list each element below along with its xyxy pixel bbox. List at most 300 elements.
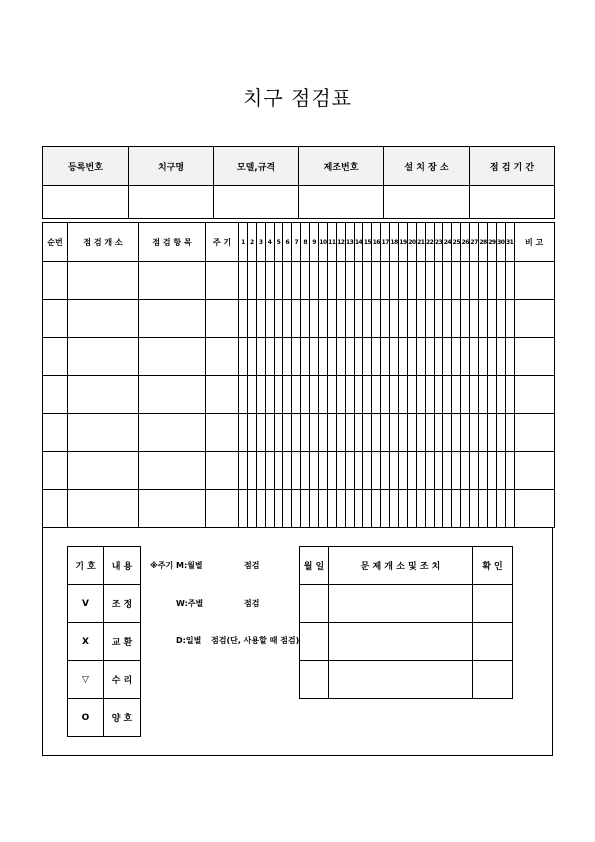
day-check-cell[interactable] [345, 414, 354, 452]
day-check-cell[interactable] [363, 300, 372, 338]
no-cell[interactable] [43, 376, 68, 414]
day-check-cell[interactable] [399, 300, 408, 338]
day-check-cell[interactable] [470, 300, 479, 338]
day-check-cell[interactable] [461, 262, 470, 300]
jig-name-field[interactable] [129, 186, 214, 219]
day-check-cell[interactable] [292, 262, 301, 300]
day-check-cell[interactable] [452, 490, 461, 528]
location-cell[interactable] [68, 376, 139, 414]
day-check-cell[interactable] [327, 338, 336, 376]
day-check-cell[interactable] [496, 376, 505, 414]
cycle-cell[interactable] [206, 300, 239, 338]
day-header: 16 [372, 223, 381, 262]
day-check-cell[interactable] [274, 452, 283, 490]
day-check-cell[interactable] [345, 338, 354, 376]
day-check-cell[interactable] [310, 414, 319, 452]
symbol-legend-table [67, 546, 141, 737]
cycle-cell[interactable] [206, 376, 239, 414]
day-check-cell[interactable] [265, 300, 274, 338]
day-header: 17 [381, 223, 390, 262]
day-check-cell[interactable] [327, 300, 336, 338]
day-check-cell[interactable] [479, 376, 488, 414]
day-check-cell[interactable] [416, 338, 425, 376]
day-check-cell[interactable] [363, 338, 372, 376]
issues-date-cell[interactable] [300, 623, 329, 661]
item-cell[interactable] [139, 414, 206, 452]
day-check-cell[interactable] [345, 452, 354, 490]
day-check-cell[interactable] [505, 452, 514, 490]
day-header: 4 [265, 223, 274, 262]
inspection-row [43, 376, 555, 414]
day-check-cell[interactable] [274, 490, 283, 528]
item-cell[interactable] [139, 452, 206, 490]
day-header: 27 [470, 223, 479, 262]
day-check-cell[interactable] [327, 376, 336, 414]
day-check-cell[interactable] [487, 452, 496, 490]
day-check-cell[interactable] [470, 490, 479, 528]
day-check-cell[interactable] [461, 300, 470, 338]
day-check-cell[interactable] [505, 262, 514, 300]
day-check-cell[interactable] [390, 262, 399, 300]
issues-date-cell[interactable] [300, 661, 329, 699]
day-check-cell[interactable] [363, 414, 372, 452]
remark-cell[interactable] [514, 338, 554, 376]
day-check-cell[interactable] [283, 262, 292, 300]
day-check-cell[interactable] [381, 262, 390, 300]
day-check-cell[interactable] [319, 452, 328, 490]
day-check-cell[interactable] [452, 338, 461, 376]
day-check-cell[interactable] [381, 490, 390, 528]
day-header: 18 [390, 223, 399, 262]
item-header: 점 검 항 목 [139, 223, 206, 262]
day-check-cell[interactable] [407, 300, 416, 338]
day-check-cell[interactable] [372, 452, 381, 490]
day-check-cell[interactable] [487, 300, 496, 338]
day-check-cell[interactable] [416, 414, 425, 452]
day-check-cell[interactable] [265, 262, 274, 300]
day-check-cell[interactable] [265, 414, 274, 452]
day-check-cell[interactable] [381, 376, 390, 414]
day-check-cell[interactable] [452, 376, 461, 414]
item-cell[interactable] [139, 490, 206, 528]
day-check-cell[interactable] [319, 376, 328, 414]
day-check-cell[interactable] [487, 414, 496, 452]
day-check-cell[interactable] [443, 414, 452, 452]
day-check-cell[interactable] [399, 376, 408, 414]
day-check-cell[interactable] [336, 414, 345, 452]
location-cell[interactable] [68, 300, 139, 338]
inspection-row [43, 414, 555, 452]
day-check-cell[interactable] [265, 376, 274, 414]
day-check-cell[interactable] [407, 414, 416, 452]
remark-cell[interactable] [514, 376, 554, 414]
cycle-note-daily-desc: 점검(단, 사용할 때 점검) [211, 636, 300, 645]
day-check-cell[interactable] [301, 338, 310, 376]
day-check-cell[interactable] [461, 452, 470, 490]
day-check-cell[interactable] [319, 262, 328, 300]
issues-action-cell[interactable] [329, 661, 473, 699]
day-header: 31 [505, 223, 514, 262]
day-check-cell[interactable] [363, 376, 372, 414]
day-check-cell[interactable] [505, 414, 514, 452]
day-check-cell[interactable] [372, 338, 381, 376]
day-check-cell[interactable] [443, 490, 452, 528]
day-check-cell[interactable] [399, 262, 408, 300]
location-cell[interactable] [68, 262, 139, 300]
day-check-cell[interactable] [487, 262, 496, 300]
day-header: 13 [345, 223, 354, 262]
item-cell[interactable] [139, 300, 206, 338]
day-check-cell[interactable] [399, 414, 408, 452]
day-check-cell[interactable] [354, 262, 363, 300]
day-check-cell[interactable] [363, 452, 372, 490]
day-check-cell[interactable] [443, 338, 452, 376]
install-location-field[interactable] [384, 186, 470, 219]
day-check-cell[interactable] [327, 452, 336, 490]
serial-number-field[interactable] [299, 186, 384, 219]
issues-date-cell[interactable] [300, 585, 329, 623]
day-check-cell[interactable] [256, 490, 265, 528]
day-check-cell[interactable] [470, 452, 479, 490]
day-check-cell[interactable] [363, 262, 372, 300]
inspection-grid [42, 222, 555, 528]
no-cell[interactable] [43, 262, 68, 300]
day-check-cell[interactable] [247, 452, 256, 490]
inspection-period-field[interactable] [470, 186, 555, 219]
day-check-cell[interactable] [425, 262, 434, 300]
day-check-cell[interactable] [239, 490, 248, 528]
no-header: 순번 [43, 223, 68, 262]
day-check-cell[interactable] [505, 376, 514, 414]
day-check-cell[interactable] [274, 262, 283, 300]
day-check-cell[interactable] [452, 300, 461, 338]
day-check-cell[interactable] [319, 490, 328, 528]
issues-action-cell[interactable] [329, 585, 473, 623]
day-check-cell[interactable] [479, 452, 488, 490]
day-check-cell[interactable] [470, 338, 479, 376]
day-check-cell[interactable] [256, 376, 265, 414]
day-check-cell[interactable] [327, 490, 336, 528]
day-check-cell[interactable] [247, 262, 256, 300]
day-check-cell[interactable] [461, 490, 470, 528]
registration-number-field[interactable] [43, 186, 129, 219]
day-check-cell[interactable] [381, 300, 390, 338]
day-check-cell[interactable] [301, 300, 310, 338]
day-check-cell[interactable] [470, 376, 479, 414]
day-check-cell[interactable] [407, 338, 416, 376]
day-check-cell[interactable] [399, 452, 408, 490]
day-check-cell[interactable] [354, 300, 363, 338]
day-check-cell[interactable] [505, 490, 514, 528]
day-check-cell[interactable] [434, 414, 443, 452]
location-cell[interactable] [68, 338, 139, 376]
day-check-cell[interactable] [390, 490, 399, 528]
day-check-cell[interactable] [354, 376, 363, 414]
day-check-cell[interactable] [247, 338, 256, 376]
day-check-cell[interactable] [336, 338, 345, 376]
day-check-cell[interactable] [327, 262, 336, 300]
day-check-cell[interactable] [416, 376, 425, 414]
day-header: 8 [301, 223, 310, 262]
day-check-cell[interactable] [283, 376, 292, 414]
no-cell[interactable] [43, 338, 68, 376]
day-check-cell[interactable] [416, 262, 425, 300]
day-check-cell[interactable] [292, 452, 301, 490]
cycle-note-daily-code: D:일별 [176, 636, 202, 645]
day-check-cell[interactable] [301, 376, 310, 414]
day-check-cell[interactable] [301, 490, 310, 528]
day-check-cell[interactable] [239, 452, 248, 490]
cycle-note-weekly-code: W:주별 [176, 599, 204, 608]
day-check-cell[interactable] [479, 300, 488, 338]
day-check-cell[interactable] [274, 376, 283, 414]
day-check-cell[interactable] [310, 338, 319, 376]
location-cell[interactable] [68, 414, 139, 452]
day-check-cell[interactable] [265, 452, 274, 490]
day-check-cell[interactable] [336, 452, 345, 490]
day-check-cell[interactable] [479, 262, 488, 300]
day-check-cell[interactable] [381, 414, 390, 452]
day-check-cell[interactable] [274, 300, 283, 338]
day-check-cell[interactable] [372, 262, 381, 300]
day-check-cell[interactable] [452, 414, 461, 452]
remark-cell[interactable] [514, 490, 554, 528]
legend-symbol: V [68, 585, 104, 623]
day-check-cell[interactable] [434, 376, 443, 414]
day-check-cell[interactable] [247, 300, 256, 338]
day-check-cell[interactable] [470, 414, 479, 452]
day-check-cell[interactable] [256, 262, 265, 300]
day-check-cell[interactable] [372, 414, 381, 452]
day-check-cell[interactable] [496, 262, 505, 300]
item-cell[interactable] [139, 262, 206, 300]
day-check-cell[interactable] [363, 490, 372, 528]
day-check-cell[interactable] [372, 376, 381, 414]
day-check-cell[interactable] [416, 490, 425, 528]
day-check-cell[interactable] [292, 376, 301, 414]
day-check-cell[interactable] [283, 300, 292, 338]
day-check-cell[interactable] [319, 338, 328, 376]
cycle-cell[interactable] [206, 452, 239, 490]
day-check-cell[interactable] [505, 338, 514, 376]
day-check-cell[interactable] [283, 414, 292, 452]
day-check-cell[interactable] [434, 300, 443, 338]
day-check-cell[interactable] [310, 452, 319, 490]
day-check-cell[interactable] [345, 300, 354, 338]
day-check-cell[interactable] [461, 376, 470, 414]
no-cell[interactable] [43, 414, 68, 452]
remark-cell[interactable] [514, 452, 554, 490]
day-check-cell[interactable] [256, 338, 265, 376]
inspection-row [43, 452, 555, 490]
day-check-cell[interactable] [390, 300, 399, 338]
day-check-cell[interactable] [452, 262, 461, 300]
inspection-row [43, 300, 555, 338]
day-check-cell[interactable] [416, 452, 425, 490]
day-check-cell[interactable] [479, 490, 488, 528]
day-check-cell[interactable] [256, 452, 265, 490]
day-check-cell[interactable] [283, 338, 292, 376]
day-check-cell[interactable] [345, 376, 354, 414]
location-cell[interactable] [68, 490, 139, 528]
day-check-cell[interactable] [487, 338, 496, 376]
day-check-cell[interactable] [399, 338, 408, 376]
day-check-cell[interactable] [247, 490, 256, 528]
day-check-cell[interactable] [390, 414, 399, 452]
cycle-cell[interactable] [206, 338, 239, 376]
day-check-cell[interactable] [310, 376, 319, 414]
day-check-cell[interactable] [407, 376, 416, 414]
day-check-cell[interactable] [416, 300, 425, 338]
day-check-cell[interactable] [407, 262, 416, 300]
day-check-cell[interactable] [496, 300, 505, 338]
no-cell[interactable] [43, 490, 68, 528]
day-check-cell[interactable] [239, 300, 248, 338]
day-check-cell[interactable] [310, 490, 319, 528]
issues-confirm-cell[interactable] [473, 585, 513, 623]
day-check-cell[interactable] [443, 300, 452, 338]
day-check-cell[interactable] [292, 338, 301, 376]
day-check-cell[interactable] [425, 452, 434, 490]
day-check-cell[interactable] [443, 376, 452, 414]
day-check-cell[interactable] [292, 490, 301, 528]
day-check-cell[interactable] [407, 452, 416, 490]
day-check-cell[interactable] [479, 338, 488, 376]
day-check-cell[interactable] [239, 338, 248, 376]
issues-action-cell[interactable] [329, 623, 473, 661]
day-check-cell[interactable] [247, 376, 256, 414]
day-header: 29 [487, 223, 496, 262]
day-check-cell[interactable] [496, 452, 505, 490]
day-check-cell[interactable] [461, 414, 470, 452]
legend-meaning-header: 내 용 [104, 547, 141, 585]
day-check-cell[interactable] [265, 338, 274, 376]
day-check-cell[interactable] [372, 300, 381, 338]
day-check-cell[interactable] [434, 452, 443, 490]
day-header: 25 [452, 223, 461, 262]
day-check-cell[interactable] [345, 262, 354, 300]
day-check-cell[interactable] [354, 414, 363, 452]
day-check-cell[interactable] [479, 414, 488, 452]
day-check-cell[interactable] [354, 452, 363, 490]
day-check-cell[interactable] [283, 452, 292, 490]
day-check-cell[interactable] [434, 262, 443, 300]
day-check-cell[interactable] [452, 452, 461, 490]
issues-confirm-cell[interactable] [473, 623, 513, 661]
day-check-cell[interactable] [425, 338, 434, 376]
day-check-cell[interactable] [496, 414, 505, 452]
day-check-cell[interactable] [425, 300, 434, 338]
day-check-cell[interactable] [461, 338, 470, 376]
install-location-header: 설 치 장 소 [384, 147, 470, 186]
day-check-cell[interactable] [487, 376, 496, 414]
day-check-cell[interactable] [345, 490, 354, 528]
day-check-cell[interactable] [443, 262, 452, 300]
day-check-cell[interactable] [247, 414, 256, 452]
day-check-cell[interactable] [274, 414, 283, 452]
day-header: 7 [292, 223, 301, 262]
day-check-cell[interactable] [310, 262, 319, 300]
day-check-cell[interactable] [381, 452, 390, 490]
day-check-cell[interactable] [239, 262, 248, 300]
day-check-cell[interactable] [390, 452, 399, 490]
remark-cell[interactable] [514, 300, 554, 338]
day-check-cell[interactable] [434, 490, 443, 528]
no-cell[interactable] [43, 300, 68, 338]
day-check-cell[interactable] [319, 300, 328, 338]
legend-meaning: 양 호 [104, 699, 141, 737]
cycle-cell[interactable] [206, 414, 239, 452]
item-cell[interactable] [139, 376, 206, 414]
serial-number-header: 제조번호 [299, 147, 384, 186]
day-check-cell[interactable] [434, 338, 443, 376]
remark-cell[interactable] [514, 414, 554, 452]
day-check-cell[interactable] [256, 300, 265, 338]
day-check-cell[interactable] [292, 414, 301, 452]
day-check-cell[interactable] [336, 490, 345, 528]
day-check-cell[interactable] [283, 490, 292, 528]
day-check-cell[interactable] [425, 376, 434, 414]
day-check-cell[interactable] [336, 262, 345, 300]
model-spec-field[interactable] [214, 186, 299, 219]
day-check-cell[interactable] [239, 414, 248, 452]
day-check-cell[interactable] [336, 376, 345, 414]
issues-confirm-cell[interactable] [473, 661, 513, 699]
day-check-cell[interactable] [399, 490, 408, 528]
cycle-cell[interactable] [206, 490, 239, 528]
day-check-cell[interactable] [425, 414, 434, 452]
day-check-cell[interactable] [301, 414, 310, 452]
day-check-cell[interactable] [301, 452, 310, 490]
day-check-cell[interactable] [425, 490, 434, 528]
day-check-cell[interactable] [487, 490, 496, 528]
day-header: 15 [363, 223, 372, 262]
day-header: 20 [407, 223, 416, 262]
day-check-cell[interactable] [496, 490, 505, 528]
day-check-cell[interactable] [256, 414, 265, 452]
remark-cell[interactable] [514, 262, 554, 300]
location-cell[interactable] [68, 452, 139, 490]
no-cell[interactable] [43, 452, 68, 490]
day-check-cell[interactable] [390, 338, 399, 376]
day-check-cell[interactable] [310, 300, 319, 338]
day-check-cell[interactable] [319, 414, 328, 452]
day-check-cell[interactable] [505, 300, 514, 338]
day-check-cell[interactable] [292, 300, 301, 338]
day-check-cell[interactable] [327, 414, 336, 452]
inspection-row [43, 338, 555, 376]
legend-symbol-header: 기 호 [68, 547, 104, 585]
day-check-cell[interactable] [381, 338, 390, 376]
day-check-cell[interactable] [470, 262, 479, 300]
day-check-cell[interactable] [354, 490, 363, 528]
cycle-cell[interactable] [206, 262, 239, 300]
day-check-cell[interactable] [274, 338, 283, 376]
day-check-cell[interactable] [496, 338, 505, 376]
day-header: 14 [354, 223, 363, 262]
day-check-cell[interactable] [336, 300, 345, 338]
day-check-cell[interactable] [372, 490, 381, 528]
day-check-cell[interactable] [390, 376, 399, 414]
day-check-cell[interactable] [239, 376, 248, 414]
page-title: 치구 점검표 [243, 86, 352, 110]
day-check-cell[interactable] [443, 452, 452, 490]
item-cell[interactable] [139, 338, 206, 376]
day-check-cell[interactable] [265, 490, 274, 528]
day-check-cell[interactable] [301, 262, 310, 300]
day-check-cell[interactable] [354, 338, 363, 376]
day-check-cell[interactable] [407, 490, 416, 528]
